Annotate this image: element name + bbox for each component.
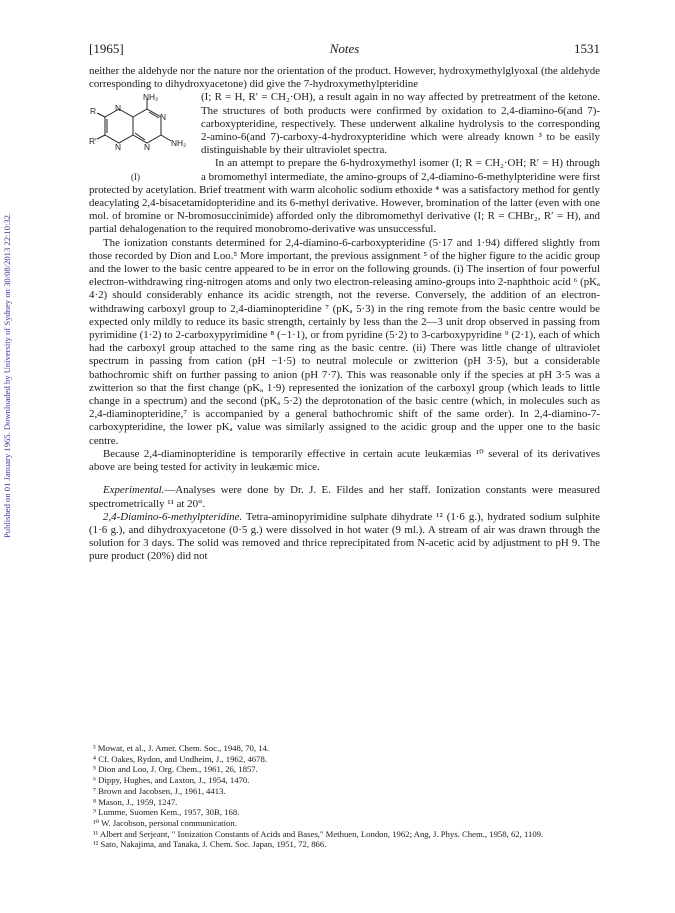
paragraph-3: The ionization constants determined for 2,4-diamino-6-carboxypteridine (5·17 and 1·94) differed slightly from those recorded by Dion and Loo.⁵ More important, the previous assignment ⁵ of the higher figure to the acidic group and the lower to the basic centre appeared to be in error on the following grounds. (i) The insertion of four powerful electron-withdrawing ring-nitrogen atoms and only two electron-releasing amino-groups into 2-naphthoic acid ⁶ (pKₐ 4·2) should considerably enhance its acidic strength, not the reverse. Conversely, the addition of an electron-withdrawing carboxyl group to 2,4-diaminopteridine ⁷ (pKₐ 5·3) in the ring remote from the basic centre would be expected only mildly to reduce its basic strength, certainly by less than the 2—3 unit drop observed in passing from pyrimidine (1·2) to 2-carboxypyrimidine ⁸ (−1·1), or from pyridine (5·2) to 3-carboxypyridine ⁹ (2·1), each of which had the carboxyl group attached to the same ring as the basic centre. (ii) There was little change of ultraviolet spectrum in passing from cation (pH −1·5) to neutral molecule or zwitterion (pH 3·5), but a considerable bathochromic shift on further passing to anion (pH 7·7). This was reasonable only if the species at pH 3·5 was a zwitterion so that the first change (pKₐ 1·9) represented the ionization of the carboxyl group (which leads to little change in a spectrum) and the second (pKₐ 5·2) the deprotonation of the basic centre (which, in molecules such as 2,4-diaminopteridine,⁷ is accompanied by a general bathochromic shift of the same order). In 2,4-diamino-7-carboxypteridine, the lower pKₐ value was similarly assigned to the acidic group and the upper one to the basic centre. (89, 236, 600, 447)
footnote: ⁹ Lumme, Suomen Kem., 1957, 30B, 168. (93, 807, 240, 818)
preparation-heading: 2,4-Diamino-6-methylpteridine. (103, 510, 243, 523)
structure-wrap (89, 91, 600, 183)
footnote: ¹² Sato, Nakajima, and Tanaka, J. Chem. Soc. Japan, 1951, 72, 866. (93, 839, 327, 850)
header-page-number: 1531 (574, 41, 600, 56)
paragraph-1-wrapped: (I; R = H, R′ = CH₂·OH), a result again in no way affected by pretreatment of the ketone. The structures of both products were confirmed by oxidation to 2,4-diamino-6(and 7)-carboxypteridine, respectively. These underwent alkaline hydrolysis to the corresponding 2-amino-6(and 7)-carboxy-4-hydroxypteridine which were already known ³ to be easily distinguishable by their ultraviolet spectra. (201, 91, 600, 157)
structure-caption: (I) (131, 172, 140, 183)
page-header (89, 41, 600, 59)
n-label-1: N (115, 103, 122, 114)
footnote: ⁴ Cf. Oakes, Rydon, and Undheim, J., 1962, 4678. (93, 753, 268, 764)
paragraph-1-start: neither the aldehyde nor the nature nor the orientation of the product. However, hydroxymethylglyoxal (the aldehyde corresponding to dihydroxyacetone) did give the 7-hydroxymethylpteridine (89, 65, 600, 91)
footnote: ³ Mowat, et al., J. Amer. Chem. Soc., 1948, 70, 14. (93, 743, 270, 753)
r-label: R (90, 106, 97, 117)
footnotes (89, 743, 600, 850)
r-prime-label: R′ (89, 136, 97, 147)
footnote: ⁷ Brown and Jacobsen, J., 1961, 4413. (93, 785, 226, 796)
pteridine-structure (89, 91, 197, 181)
paragraph-2: In an attempt to prepare the 6-hydroxymethyl isomer (I; R = CH₂·OH; R′ = H) through a bromomethyl intermediate, the amino-groups of 2,4-diamino-6-methylpteridine were first protected by acetylation. Brief treatment with warm alcoholic sodium ethoxide ⁴ was a satisfactory method for gently deacylating 2,4-bisacetamidopteridine and its 6-methyl derivative. However, bromination of the latter (even with one mol. of bromine or N-bromosuccinimide) afforded only the dibromomethyl derivative (I; R = CHBr₂, R′ = H), and partial dehalogenation to the required monobromo-derivative was unsuccessful. (89, 157, 600, 236)
nh2-top-label: NH₂ (143, 92, 159, 103)
paragraph-4: Because 2,4-diaminopteridine is temporarily effective in certain acute leukæmias ¹⁰ several of its derivatives above are being tested for activity in leukæmic mice. (89, 447, 600, 474)
experimental-heading: Experimental. (103, 484, 165, 497)
footnote: ⁵ Dion and Loo, J. Org. Chem., 1961, 26, 1857. (93, 764, 258, 775)
article-body (89, 65, 600, 564)
n-label-2: N (160, 112, 167, 123)
preparation-text: Tetra-aminopyrimidine sulphate dihydrate ¹² (1·6 g.), hydrated sodium sulphite (1·6 g.), and dihydroxyacetone (0·5 g.) were dissolved in hot water (9 ml.). A stream of air was drawn through the solution for 3 days. The solid was removed and thrice reprecipitated from N-acetic acid by adjustment to pH 9. The pure product (20%) did not (89, 510, 600, 563)
download-watermark: Published on 01 January 1965. Downloaded by University of Sydney on 30/08/2013 22:10:32. (2, 212, 12, 538)
paragraph-preparation (89, 511, 600, 564)
footnote: ¹¹ Albert and Serjeant, " Ionization Constants of Acids and Bases," Methuen, London, 1962; Ang, J. Phys. Chem., 1958, 62, 1109. (93, 828, 544, 839)
n-label-3: N (115, 142, 122, 153)
footnote: ⁶ Dippy, Hughes, and Laxton, J., 1954, 1470. (93, 775, 250, 786)
footnote: ¹⁰ W. Jacobson, personal communication. (93, 817, 237, 828)
paragraph-experimental (89, 484, 600, 510)
footnote: ⁸ Mason, J., 1959, 1247. (93, 796, 178, 807)
n-label-4: N (144, 142, 151, 153)
header-year: [1965] (89, 41, 124, 56)
header-section: Notes (329, 41, 360, 56)
experimental-text: —Analyses were done by Dr. J. E. Fildes and her staff. Ionization constants were measured spectrometrically ¹¹ at 20°. (89, 484, 600, 510)
nh2-right-label: NH₂ (171, 138, 187, 149)
